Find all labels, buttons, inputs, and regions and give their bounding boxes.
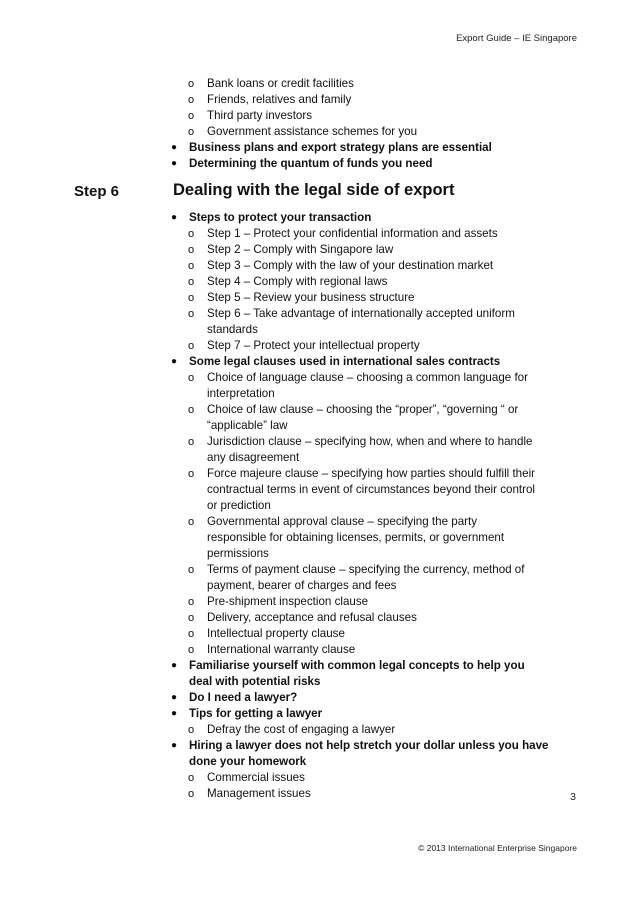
list-item [0, 514, 537, 562]
list-item-text: Management issues [207, 787, 311, 800]
bullet-item [0, 706, 549, 722]
list-item-text: Friends, relatives and family [207, 93, 352, 106]
list-item [0, 242, 537, 258]
bullet-text: Some legal clauses used in international sales contracts [189, 355, 501, 368]
list-item-text: Step 3 – Comply with the law of your destination market [207, 259, 494, 272]
page-footer: © 2013 International Enterprise Singapore [418, 843, 577, 853]
bullet-item [0, 658, 549, 690]
step-label: Step 6 [74, 183, 120, 200]
list-item-text: Bank loans or credit facilities [207, 77, 354, 90]
bullet-item [0, 140, 549, 156]
page-number: 3 [570, 791, 576, 803]
hollow-circle-bullet-icon: o [188, 404, 195, 416]
list-item [0, 290, 537, 306]
bullet-text: Determining the quantum of funds you need [189, 157, 433, 170]
list-item-text: Force majeure clause – specifying how parties should fulfill their contractual terms in event of circumstances beyond their control or prediction [207, 467, 536, 512]
list-item [0, 226, 537, 242]
list-item-text: Defray the cost of engaging a lawyer [207, 723, 396, 736]
bullet-icon: ● [171, 142, 178, 153]
list-item-text: Commercial issues [207, 771, 305, 784]
hollow-circle-bullet-icon: o [188, 772, 195, 784]
hollow-circle-bullet-icon: o [188, 110, 195, 122]
list-item-text: Choice of law clause – choosing the “proper”, “governing “ or “applicable” law [207, 403, 519, 432]
hollow-circle-bullet-icon: o [188, 308, 195, 320]
list-item [0, 124, 537, 140]
list-item [0, 786, 537, 802]
bullet-icon: ● [171, 356, 178, 367]
list-item [0, 594, 537, 610]
hollow-circle-bullet-icon: o [188, 596, 195, 608]
bullet-text: Familiarise yourself with common legal concepts to help you deal with potential risks [189, 659, 525, 688]
page-content [0, 76, 638, 802]
bullet-item [0, 690, 549, 706]
hollow-circle-bullet-icon: o [188, 788, 195, 800]
list-item-text: Government assistance schemes for you [207, 125, 418, 138]
hollow-circle-bullet-icon: o [188, 94, 195, 106]
bullet-text: Hiring a lawyer does not help stretch your dollar unless you have done your homework [189, 739, 549, 768]
hollow-circle-bullet-icon: o [188, 260, 195, 272]
list-item-text: Step 1 – Protect your confidential information and assets [207, 227, 498, 240]
bullet-text: Tips for getting a lawyer [189, 707, 323, 720]
hollow-circle-bullet-icon: o [188, 612, 195, 624]
bullet-text: Business plans and export strategy plans are essential [189, 141, 492, 154]
list-item-text: Third party investors [207, 109, 313, 122]
step-title: Dealing with the legal side of export [173, 181, 455, 199]
bullet-item [0, 156, 549, 172]
list-item [0, 770, 537, 786]
list-item-text: Step 2 – Comply with Singapore law [207, 243, 394, 256]
hollow-circle-bullet-icon: o [188, 228, 195, 240]
bullet-text: Steps to protect your transaction [189, 211, 372, 224]
hollow-circle-bullet-icon: o [188, 126, 195, 138]
hollow-circle-bullet-icon: o [188, 644, 195, 656]
list-item-text: Step 5 – Review your business structure [207, 291, 415, 304]
list-item-text: Terms of payment clause – specifying the currency, method of payment, bearer of charges and fees [207, 563, 525, 592]
list-item-text: Step 7 – Protect your intellectual property [207, 339, 420, 352]
bullet-icon: ● [171, 212, 178, 223]
list-item-text: Delivery, acceptance and refusal clauses [207, 611, 417, 624]
list-item [0, 610, 537, 626]
bullet-icon: ● [171, 692, 178, 703]
hollow-circle-bullet-icon: o [188, 516, 195, 528]
page-header: Export Guide – IE Singapore [456, 33, 577, 44]
hollow-circle-bullet-icon: o [188, 564, 195, 576]
hollow-circle-bullet-icon: o [188, 436, 195, 448]
bullet-icon: ● [171, 708, 178, 719]
list-item [0, 92, 537, 108]
list-item [0, 258, 537, 274]
hollow-circle-bullet-icon: o [188, 372, 195, 384]
bullet-icon: ● [171, 660, 178, 671]
step-heading [0, 180, 638, 210]
bullet-icon: ● [171, 740, 178, 751]
list-item [0, 722, 537, 738]
bullet-item [0, 210, 549, 226]
list-item [0, 76, 537, 92]
hollow-circle-bullet-icon: o [188, 244, 195, 256]
hollow-circle-bullet-icon: o [188, 724, 195, 736]
list-item [0, 338, 537, 354]
list-item [0, 642, 537, 658]
list-item [0, 108, 537, 124]
list-item-text: Step 4 – Comply with regional laws [207, 275, 388, 288]
hollow-circle-bullet-icon: o [188, 78, 195, 90]
hollow-circle-bullet-icon: o [188, 340, 195, 352]
hollow-circle-bullet-icon: o [188, 276, 195, 288]
list-item [0, 626, 537, 642]
list-item [0, 370, 537, 402]
list-item [0, 402, 537, 434]
list-item-text: Jurisdiction clause – specifying how, when and where to handle any disagreement [207, 435, 533, 464]
list-item-text: Step 6 – Take advantage of internationally accepted uniform standards [207, 307, 515, 336]
list-item-text: Governmental approval clause – specifying the party responsible for obtaining licenses, permits, or government permissions [207, 515, 505, 560]
list-item [0, 274, 537, 290]
bullet-text: Do I need a lawyer? [189, 691, 298, 704]
list-item [0, 434, 537, 466]
list-item-text: Choice of language clause – choosing a common language for interpretation [207, 371, 528, 400]
list-item [0, 466, 537, 514]
hollow-circle-bullet-icon: o [188, 628, 195, 640]
list-item [0, 562, 537, 594]
list-item-text: Intellectual property clause [207, 627, 345, 640]
bullet-item [0, 354, 549, 370]
hollow-circle-bullet-icon: o [188, 292, 195, 304]
list-item [0, 306, 537, 338]
bullet-item [0, 738, 549, 770]
list-item-text: Pre-shipment inspection clause [207, 595, 369, 608]
hollow-circle-bullet-icon: o [188, 468, 195, 480]
bullet-icon: ● [171, 158, 178, 169]
list-item-text: International warranty clause [207, 643, 356, 656]
